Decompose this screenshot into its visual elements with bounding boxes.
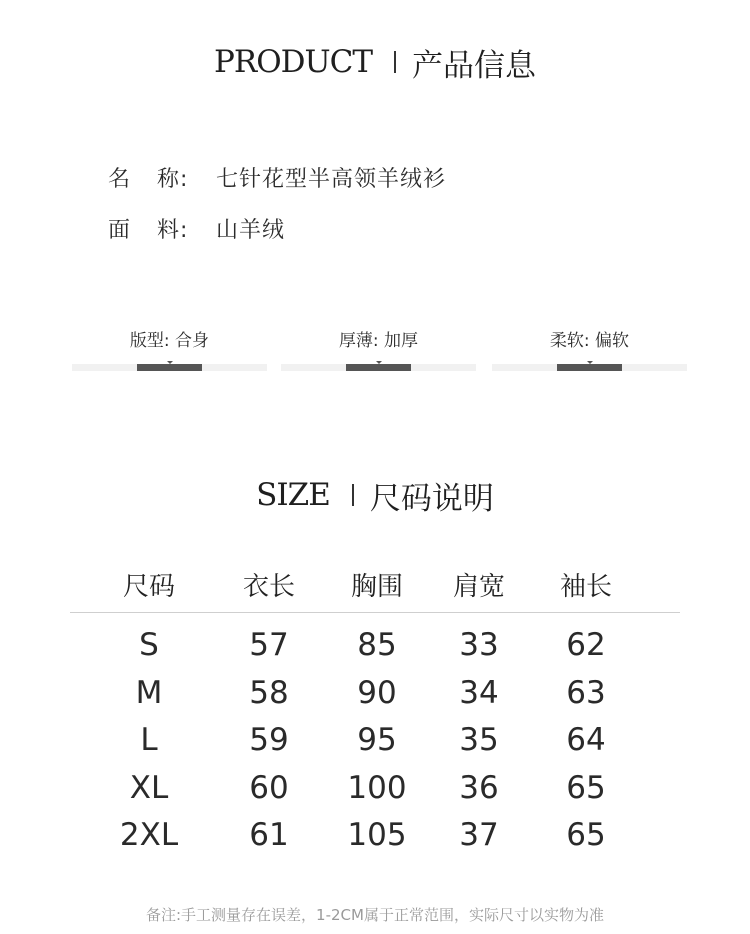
column-header-chest: 胸围	[350, 572, 403, 602]
attribute-fit-indicator	[137, 364, 202, 371]
cell-shoulder: 35	[459, 722, 499, 758]
attribute-thickness-indicator	[346, 364, 411, 371]
cell-size: XL	[129, 769, 169, 806]
attribute-softness-track	[492, 364, 687, 371]
cell-length: 57	[249, 627, 289, 663]
info-label-name-char2: 称:	[157, 166, 189, 192]
measurement-note: 备注:手工测量存在误差，1-2CM属于正常范围，实际尺寸以实物为准	[146, 906, 604, 924]
table-row	[70, 811, 680, 859]
attribute-thickness-pointer	[376, 361, 382, 364]
product-heading	[0, 42, 750, 82]
info-row-material	[108, 213, 285, 243]
size-table-body	[70, 613, 680, 859]
cell-sleeve: 65	[566, 817, 606, 853]
cell-sleeve: 63	[566, 674, 606, 711]
size-heading	[0, 475, 750, 515]
cell-size: S	[139, 627, 159, 663]
heading-divider	[394, 51, 396, 73]
size-table	[70, 560, 680, 859]
cell-sleeve: 65	[566, 769, 606, 806]
attribute-softness	[492, 326, 687, 376]
cell-chest: 85	[357, 627, 397, 663]
cell-size: L	[140, 722, 158, 758]
size-table-header	[70, 560, 680, 613]
info-row-name	[108, 162, 446, 192]
product-heading-en: PRODUCT	[214, 44, 372, 80]
cell-shoulder: 34	[459, 674, 499, 711]
table-row	[70, 669, 680, 717]
cell-sleeve: 64	[566, 722, 606, 758]
attribute-softness-pointer	[587, 361, 593, 364]
column-header-size: 尺码	[122, 572, 175, 602]
cell-chest: 105	[347, 817, 407, 853]
cell-shoulder: 36	[459, 769, 499, 806]
size-heading-en: SIZE	[256, 477, 330, 513]
info-value-material: 山羊绒	[216, 217, 286, 243]
column-header-sleeve: 袖长	[559, 572, 612, 602]
attribute-fit-track	[72, 364, 267, 371]
attribute-fit	[72, 326, 267, 376]
cell-length: 60	[249, 769, 289, 806]
table-row	[70, 621, 680, 669]
cell-length: 58	[249, 674, 289, 711]
cell-chest: 95	[357, 722, 397, 758]
heading-divider	[352, 484, 354, 506]
cell-size: 2XL	[119, 817, 179, 853]
cell-shoulder: 33	[459, 627, 499, 663]
info-label-material-char1: 面	[108, 217, 132, 243]
info-label-material	[108, 213, 216, 244]
info-label-name	[108, 162, 216, 193]
info-label-name-char1: 名	[108, 166, 132, 192]
info-value-name: 七针花型半高领羊绒衫	[216, 166, 447, 192]
cell-shoulder: 37	[459, 817, 499, 853]
table-row	[70, 716, 680, 764]
cell-length: 59	[249, 722, 289, 758]
attribute-softness-indicator	[557, 364, 622, 371]
attribute-softness-label: 柔软: 偏软	[549, 331, 630, 351]
product-heading-cn: 产品信息	[412, 47, 536, 84]
column-header-length: 衣长	[242, 572, 295, 602]
attribute-fit-label: 版型: 合身	[129, 331, 210, 351]
attribute-thickness	[281, 326, 476, 376]
cell-length: 61	[249, 817, 289, 853]
attribute-fit-pointer	[167, 361, 173, 364]
cell-sleeve: 62	[566, 627, 606, 663]
cell-chest: 100	[347, 769, 407, 806]
info-label-material-char2: 料:	[157, 217, 189, 243]
table-row	[70, 764, 680, 812]
attribute-thickness-track	[281, 364, 476, 371]
attribute-thickness-label: 厚薄: 加厚	[338, 331, 419, 351]
cell-chest: 90	[357, 674, 397, 711]
size-heading-cn: 尺码说明	[369, 480, 494, 517]
cell-size: M	[135, 674, 163, 711]
column-header-shoulder: 肩宽	[452, 572, 505, 602]
